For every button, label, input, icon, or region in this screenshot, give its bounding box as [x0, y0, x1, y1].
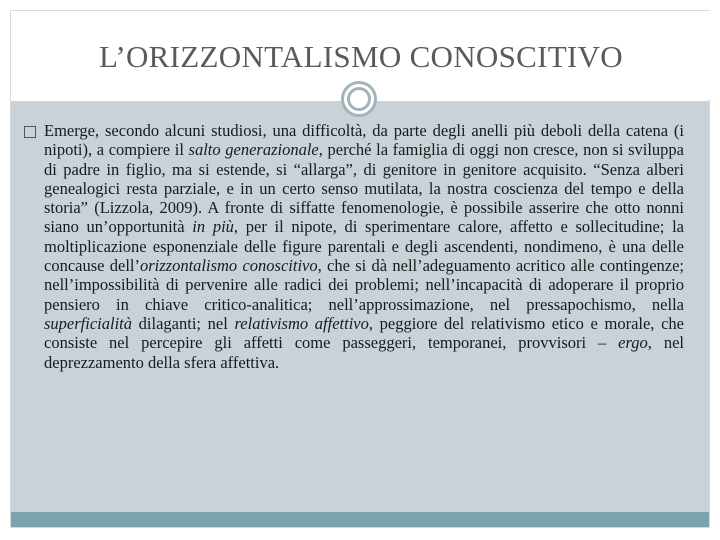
paragraph-text: dilaganti; nel: [132, 313, 235, 333]
emphasis-text: relativismo affettivo: [234, 313, 369, 333]
emphasis-text: superficialità: [44, 313, 132, 333]
emphasis-text: salto generazionale: [188, 140, 319, 160]
emphasis-text: in più: [192, 217, 234, 237]
ring-ornament-icon: [341, 81, 377, 117]
paragraph-text: , per il nipote, di sperimentare calore, affetto e sollecitudine; la moltiplicazione esponenziale delle figure parentali e degli ascendenti, nondimeno, è una delle concause dell’: [44, 217, 684, 276]
square-bullet-icon: [24, 126, 36, 138]
slide-title: L’ORIZZONTALISMO CONOSCITIVO: [98, 39, 623, 74]
footer-bar: [11, 512, 709, 527]
emphasis-text: ergo: [618, 333, 648, 353]
paragraph-text: , che si dà nell’adeguamento acritico alle contingenze; nell’impossibilità di pervenire alle radici dei problemi; nell’incapacità di adoperare il proprio pensiero in chiave critico-analitica; nell’approssimazione, nel pressapochismo, nella: [44, 256, 684, 314]
paragraph-text: Emerge, secondo alcuni studiosi, una difficoltà, da parte degli anelli più deboli della catena (i nipoti), a compiere il: [44, 121, 684, 160]
body-paragraph: [44, 121, 684, 372]
paragraph-text: , perché la famiglia di oggi non cresce, non si sviluppa di padre in figlio, ma si estende, si “allarga”, di genitore in genitore acquisito. “Senza alberi genealogici resta parziale, e in un certo senso mutilata, la nostra coscienza del tempo e della storia” (Lizzola, 2009). A fronte di siffatte fenomenologie, è possibile asserire che otto nonni siano un’opportunità: [44, 140, 685, 237]
emphasis-text: orizzontalismo conoscitivo: [140, 256, 318, 276]
paragraph-text: , peggiore del relativismo etico e morale, che consiste nel percepire gli affetti come passeggeri, temporanei, provvisori –: [44, 313, 684, 353]
paragraph-text: , nel deprezzamento della sfera affettiva.: [44, 333, 684, 372]
